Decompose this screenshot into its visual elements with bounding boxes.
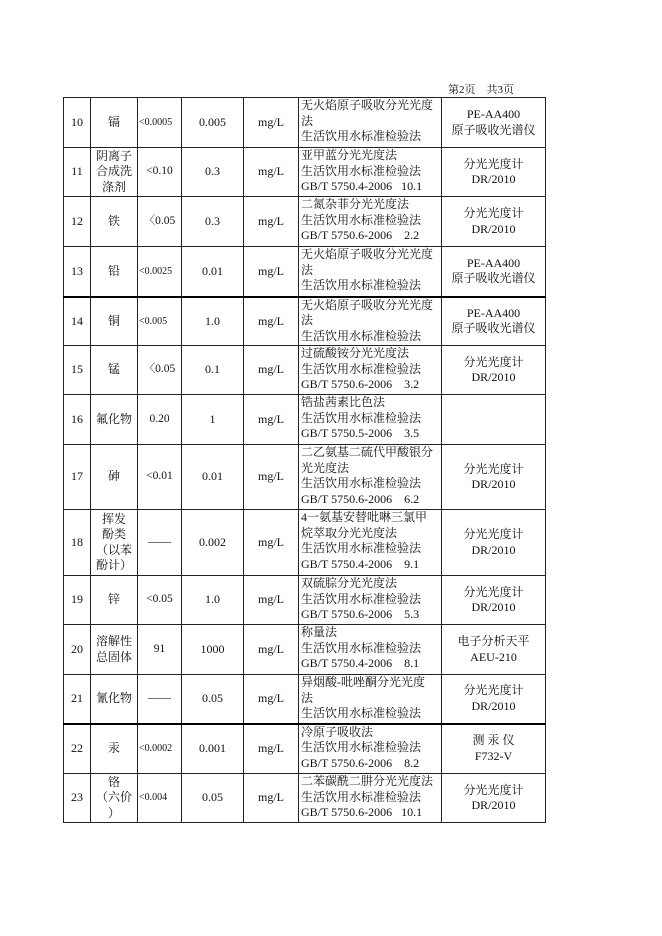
method-line: GB/T 5750.4-2006 9.1 xyxy=(301,556,420,571)
method-line: 生活饮用水标准检验法 xyxy=(301,541,422,555)
item-name-line: 铜 xyxy=(107,313,120,328)
method-cell xyxy=(299,98,442,148)
item-name-line: （六价 xyxy=(95,790,132,805)
method-line: GB/T 5750.6-2006 10.1 xyxy=(301,805,423,819)
method-line: 二氮杂菲分光光度法 xyxy=(301,197,410,211)
standard-value: 0.05 xyxy=(182,774,244,823)
method-line: 双硫腙分光光度法 xyxy=(301,576,398,590)
item-name-line: 涤剂 xyxy=(101,179,126,194)
instrument-line: 分光光度计 xyxy=(463,354,524,369)
table-row xyxy=(64,395,546,445)
item-name-cell xyxy=(91,675,138,724)
item-name-line: 酚计） xyxy=(95,558,132,572)
method-line: 生活饮用水标准检验法 xyxy=(301,129,422,143)
standard-value: 0.01 xyxy=(182,247,244,297)
unit: mg/L xyxy=(244,197,299,247)
item-name-cell xyxy=(91,197,138,247)
method-line: GB/T 5750.6-2006 5.3 xyxy=(301,607,420,621)
item-name-cell xyxy=(91,395,138,445)
item-name-cell xyxy=(91,724,138,774)
instrument-line: DR/2010 xyxy=(471,798,516,812)
item-name-cell xyxy=(91,510,138,576)
method-line: GB/T 5750.4-2006 8.1 xyxy=(301,656,420,670)
item-name-line: 酚类 xyxy=(101,527,126,541)
instrument-line: 原子吸收光谱仪 xyxy=(451,122,536,137)
item-name-line: 锌 xyxy=(107,592,120,607)
method-line: 无火焰原子吸收分光光度 xyxy=(301,98,434,112)
row-number: 14 xyxy=(64,297,91,346)
instrument-line: DR/2010 xyxy=(471,477,516,491)
method-line: GB/T 5750.4-2006 10.1 xyxy=(301,179,423,193)
method-line: 法 xyxy=(301,690,314,705)
instrument-cell xyxy=(442,625,546,675)
table-row xyxy=(64,247,546,297)
table-row xyxy=(64,445,546,510)
unit: mg/L xyxy=(244,576,299,625)
detection-limit: 0.20 xyxy=(138,395,182,445)
instrument-line: F732-V xyxy=(474,748,513,763)
row-number: 15 xyxy=(64,346,91,395)
row-number: 10 xyxy=(64,98,91,148)
item-name-line: 总固体 xyxy=(95,649,132,664)
method-line: 生活饮用水标准检验法 xyxy=(301,212,422,227)
item-name-line: 氰化物 xyxy=(95,691,132,705)
instrument-cell xyxy=(442,247,546,297)
instrument-line: PE-AA400 xyxy=(466,255,521,270)
table-row xyxy=(64,675,546,724)
table-row xyxy=(64,576,546,625)
instrument-cell xyxy=(442,675,546,724)
instrument-line: DR/2010 xyxy=(471,221,516,236)
method-cell xyxy=(299,675,442,724)
standard-value: 0.002 xyxy=(182,510,244,576)
table-row xyxy=(64,510,546,576)
instrument-cell xyxy=(442,98,546,148)
unit: mg/L xyxy=(244,247,299,297)
item-name-line: 砷 xyxy=(107,469,120,484)
detection-limit: <0.10 xyxy=(138,148,182,197)
method-line: 无火焰原子吸收分光光度 xyxy=(301,247,434,261)
unit: mg/L xyxy=(244,724,299,774)
method-line: 称量法 xyxy=(301,625,338,639)
row-number: 16 xyxy=(64,395,91,445)
instrument-cell xyxy=(442,445,546,510)
row-number: 22 xyxy=(64,724,91,774)
table-row xyxy=(64,774,546,823)
instrument-cell xyxy=(442,395,546,445)
instrument-line: DR/2010 xyxy=(471,370,516,384)
table-row xyxy=(64,98,546,148)
method-cell xyxy=(299,445,442,510)
standard-value: 0.01 xyxy=(182,445,244,510)
standard-value: 0.001 xyxy=(182,724,244,774)
item-name-cell xyxy=(91,576,138,625)
instrument-line: 原子吸收光谱仪 xyxy=(451,321,536,336)
method-line: 无火焰原子吸收分光光度 xyxy=(301,297,434,312)
row-number: 18 xyxy=(64,510,91,576)
instrument-line: DR/2010 xyxy=(471,600,516,614)
item-name-line: 铁 xyxy=(107,213,120,228)
instrument-line: AEU-210 xyxy=(470,649,517,664)
item-name-line: 汞 xyxy=(107,741,120,755)
method-line: GB/T 5750.6-2006 8.2 xyxy=(301,755,420,770)
instrument-line: PE-AA400 xyxy=(466,305,521,320)
item-name-line: 阴离子 xyxy=(95,148,132,163)
row-number: 20 xyxy=(64,625,91,675)
item-name-line: 铅 xyxy=(107,263,120,278)
row-number: 23 xyxy=(64,774,91,823)
item-name-line: ） xyxy=(107,805,120,820)
method-line: GB/T 5750.6-2006 2.2 xyxy=(301,228,420,242)
method-line: 二苯碳酰二肼分光光度法 xyxy=(301,774,434,788)
method-line: 法 xyxy=(301,113,314,128)
method-cell xyxy=(299,197,442,247)
row-number: 13 xyxy=(64,247,91,297)
item-name-cell xyxy=(91,98,138,148)
detection-limit: —— xyxy=(138,510,182,576)
unit: mg/L xyxy=(244,395,299,445)
table-row xyxy=(64,346,546,395)
instrument-line: 测 汞 仪 xyxy=(472,733,515,748)
method-cell xyxy=(299,395,442,445)
instrument-line: 电子分析天平 xyxy=(457,634,530,648)
row-number: 19 xyxy=(64,576,91,625)
standard-value: 0.3 xyxy=(182,197,244,247)
item-name-line: 合成洗 xyxy=(95,164,132,179)
method-line: 冷原子吸收法 xyxy=(301,724,374,739)
method-line: 生活饮用水标准检验法 xyxy=(301,410,422,425)
method-line: GB/T 5750.6-2006 3.2 xyxy=(301,377,420,391)
detection-limit: <0.0005 xyxy=(138,98,182,148)
item-name-line: 锰 xyxy=(107,362,120,377)
item-name-line: （以苯 xyxy=(95,542,132,557)
detection-limit: —— xyxy=(138,675,182,724)
method-line: 异烟酸-吡唑酮分光光度 xyxy=(301,675,425,689)
method-line: 生活饮用水标准检验法 xyxy=(301,476,422,490)
method-cell xyxy=(299,346,442,395)
method-line: 生活饮用水标准检验法 xyxy=(301,740,422,754)
unit: mg/L xyxy=(244,148,299,197)
method-cell xyxy=(299,625,442,675)
method-cell xyxy=(299,148,442,197)
table-row xyxy=(64,297,546,346)
detection-limit: <0.0025 xyxy=(138,247,182,297)
instrument-line: DR/2010 xyxy=(471,172,516,186)
method-line: 法 xyxy=(301,262,314,277)
item-name-cell xyxy=(91,148,138,197)
instrument-line: DR/2010 xyxy=(471,542,516,557)
item-name-line: 镉 xyxy=(107,114,120,129)
method-line: 生活饮用水标准检验法 xyxy=(301,706,422,720)
instrument-cell xyxy=(442,346,546,395)
method-line: 生活饮用水标准检验法 xyxy=(301,361,422,376)
item-name-cell xyxy=(91,625,138,675)
unit: mg/L xyxy=(244,774,299,823)
instrument-cell xyxy=(442,774,546,823)
method-line: 生活饮用水标准检验法 xyxy=(301,163,422,178)
method-line: 亚甲蓝分光光度法 xyxy=(301,148,398,162)
instrument-cell xyxy=(442,576,546,625)
standard-value: 0.1 xyxy=(182,346,244,395)
item-name-line: 氟化物 xyxy=(95,411,132,426)
unit: mg/L xyxy=(244,510,299,576)
row-number: 11 xyxy=(64,148,91,197)
unit: mg/L xyxy=(244,625,299,675)
unit: mg/L xyxy=(244,445,299,510)
instrument-line: 分光光度计 xyxy=(463,461,524,476)
standard-value: 0.05 xyxy=(182,675,244,724)
instrument-line: PE-AA400 xyxy=(466,107,521,121)
method-line: 生活饮用水标准检验法 xyxy=(301,278,422,292)
page-indicator: 第2页 共3页 xyxy=(448,84,514,96)
item-name-line: 铬 xyxy=(107,774,120,789)
table-row xyxy=(64,625,546,675)
test-results-table xyxy=(63,97,546,823)
method-cell xyxy=(299,576,442,625)
item-name-cell xyxy=(91,445,138,510)
unit: mg/L xyxy=(244,98,299,148)
instrument-cell xyxy=(442,724,546,774)
method-cell xyxy=(299,297,442,346)
method-line: 生活饮用水标准检验法 xyxy=(301,591,422,606)
detection-limit: <0.005 xyxy=(138,297,182,346)
detection-limit: <0.004 xyxy=(138,774,182,823)
item-name-cell xyxy=(91,247,138,297)
method-cell xyxy=(299,774,442,823)
instrument-cell xyxy=(442,510,546,576)
unit: mg/L xyxy=(244,346,299,395)
detection-limit: <0.0002 xyxy=(138,724,182,774)
standard-value: 0.005 xyxy=(182,98,244,148)
instrument-line: DR/2010 xyxy=(471,698,516,713)
instrument-line: 分光光度计 xyxy=(463,156,524,171)
standard-value: 0.3 xyxy=(182,148,244,197)
row-number: 12 xyxy=(64,197,91,247)
table-row xyxy=(64,197,546,247)
standard-value: 1000 xyxy=(182,625,244,675)
method-cell xyxy=(299,724,442,774)
method-cell xyxy=(299,247,442,297)
detection-limit: 91 xyxy=(138,625,182,675)
item-name-cell xyxy=(91,297,138,346)
instrument-line: 分光光度计 xyxy=(463,782,524,797)
instrument-cell xyxy=(442,297,546,346)
detection-limit: <0.01 xyxy=(138,445,182,510)
row-number: 21 xyxy=(64,675,91,724)
method-line: 法 xyxy=(301,313,314,327)
instrument-cell xyxy=(442,148,546,197)
method-cell xyxy=(299,510,442,576)
method-line: 锆盐茜素比色法 xyxy=(301,395,386,409)
method-line: GB/T 5750.5-2006 3.5 xyxy=(301,426,420,440)
unit: mg/L xyxy=(244,297,299,346)
table-row xyxy=(64,148,546,197)
method-line: 生活饮用水标准检验法 xyxy=(301,328,422,343)
table-row xyxy=(64,724,546,774)
method-line: 烷萃取分光光度法 xyxy=(301,525,398,540)
method-line: 过硫酸铵分光光度法 xyxy=(301,346,410,360)
item-name-cell xyxy=(91,346,138,395)
instrument-line: 分光光度计 xyxy=(463,584,524,599)
detection-limit: <0.05 xyxy=(138,576,182,625)
standard-value: 1.0 xyxy=(182,576,244,625)
row-number: 17 xyxy=(64,445,91,510)
instrument-line: 分光光度计 xyxy=(463,527,524,541)
item-name-line: 溶解性 xyxy=(95,634,132,648)
method-line: 光光度法 xyxy=(301,460,350,475)
standard-value: 1.0 xyxy=(182,297,244,346)
item-name-line: 挥发 xyxy=(101,511,126,526)
method-line: 二乙氨基二硫代甲酸银分 xyxy=(301,445,434,459)
instrument-line: 分光光度计 xyxy=(463,206,524,220)
unit: mg/L xyxy=(244,675,299,724)
instrument-line: 原子吸收光谱仪 xyxy=(451,271,536,286)
method-line: 生活饮用水标准检验法 xyxy=(301,640,422,655)
item-name-cell xyxy=(91,774,138,823)
instrument-cell xyxy=(442,197,546,247)
instrument-line: 分光光度计 xyxy=(463,683,524,698)
method-line: 4一氨基安替吡啉三氯甲 xyxy=(301,510,428,524)
standard-value: 1 xyxy=(182,395,244,445)
method-line: 生活饮用水标准检验法 xyxy=(301,789,422,804)
method-line: GB/T 5750.6-2006 6.2 xyxy=(301,491,420,506)
detection-limit: 〈0.05 xyxy=(138,346,182,395)
detection-limit: 〈0.05 xyxy=(138,197,182,247)
